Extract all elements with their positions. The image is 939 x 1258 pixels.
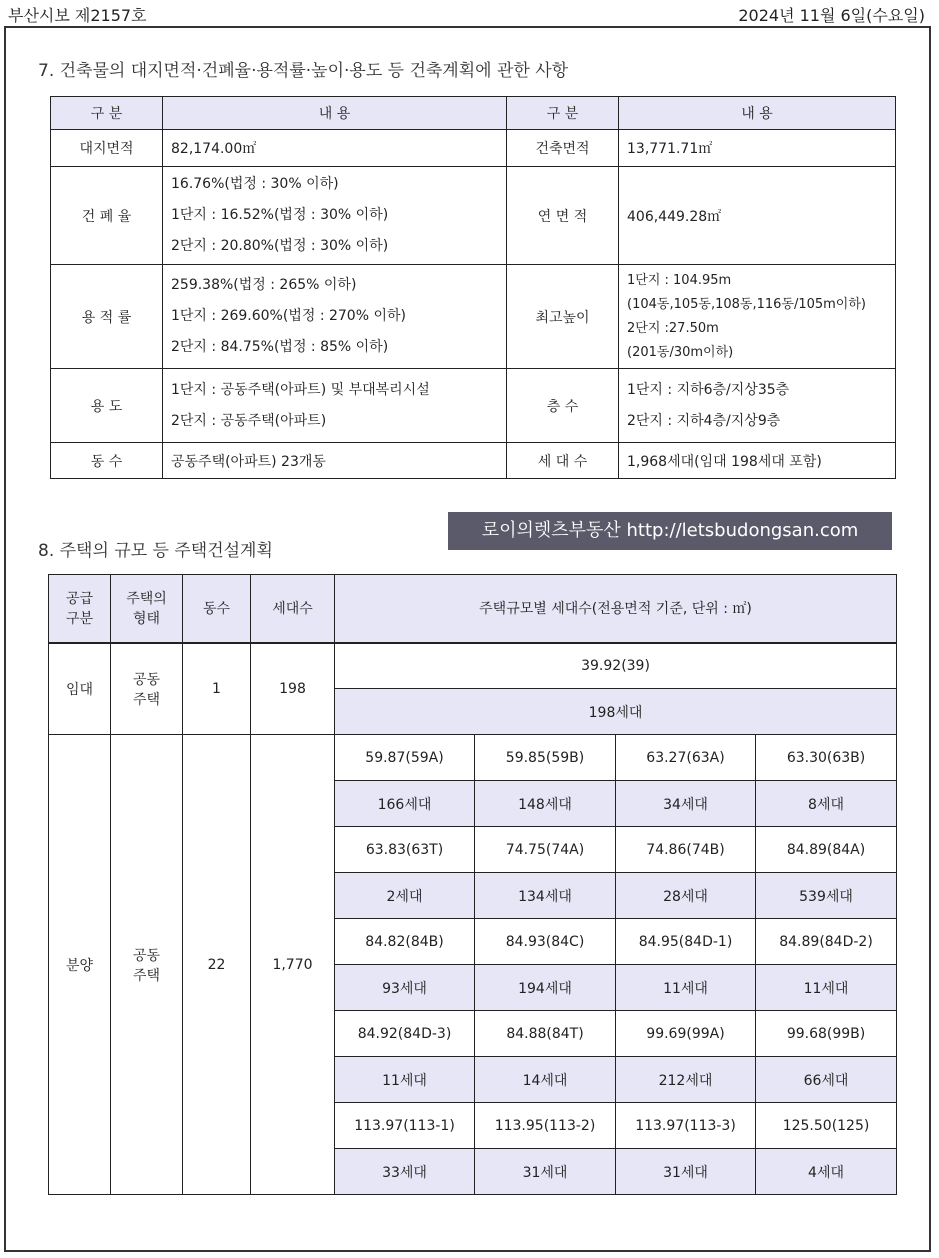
count-cell: 93세대: [335, 965, 475, 1011]
count-cell: 14세대: [475, 1057, 616, 1103]
label-buildings: 동 수: [51, 443, 163, 479]
value-total-floor-area: 406,449.28㎡: [619, 167, 896, 265]
label-far: 용 적 률: [51, 265, 163, 369]
sale-buildings: 22: [183, 735, 251, 1195]
section8-title: 8. 주택의 규모 등 주택건설계획: [38, 541, 273, 561]
size-cell: 74.75(74A): [475, 827, 616, 873]
header-gubun-2: 구 분: [507, 97, 619, 130]
size-cell: 84.89(84D-2): [756, 919, 897, 965]
count-cell: 31세대: [475, 1149, 616, 1195]
watermark-banner: 로이의렛츠부동산 http://letsbudongsan.com: [448, 512, 892, 550]
rental-buildings: 1: [183, 643, 251, 735]
label-floors: 층 수: [507, 369, 619, 443]
rental-supply: 임대: [49, 643, 111, 735]
value-far: 259.38%(법정 : 265% 이하) 1단지 : 269.60%(법정 : 270% 이하) 2단지 : 84.75%(법정 : 85% 이하): [163, 265, 507, 369]
header-gubun: 구 분: [51, 97, 163, 130]
section7-title: 7. 건축물의 대지면적·건폐율·용적률·높이·용도 등 건축계획에 관한 사항: [38, 61, 569, 81]
count-cell: 11세대: [335, 1057, 475, 1103]
size-cell: 84.92(84D-3): [335, 1011, 475, 1057]
count-cell: 8세대: [756, 781, 897, 827]
rental-units: 198: [251, 643, 335, 735]
count-cell: 539세대: [756, 873, 897, 919]
size-cell: 59.87(59A): [335, 735, 475, 781]
label-coverage: 건 폐 율: [51, 167, 163, 265]
size-cell: 84.82(84B): [335, 919, 475, 965]
rental-count: 198세대: [335, 689, 897, 735]
value-coverage: 16.76%(법정 : 30% 이하) 1단지 : 16.52%(법정 : 30% 이하) 2단지 : 20.80%(법정 : 30% 이하): [163, 167, 507, 265]
size-cell: 84.95(84D-1): [616, 919, 756, 965]
header-supply: 공급 구분: [49, 575, 111, 643]
count-cell: 31세대: [616, 1149, 756, 1195]
size-cell: 84.88(84T): [475, 1011, 616, 1057]
value-max-height: 1단지 : 104.95m (104동,105동,108동,116동/105m이하) 2단지 :27.50m (201동/30m이하): [619, 265, 896, 369]
building-plan-table: [50, 96, 896, 479]
label-households: 세 대 수: [507, 443, 619, 479]
label-use: 용 도: [51, 369, 163, 443]
count-cell: 28세대: [616, 873, 756, 919]
size-cell: 113.97(113-3): [616, 1103, 756, 1149]
value-site-area: 82,174.00㎡: [163, 130, 507, 167]
count-cell: 212세대: [616, 1057, 756, 1103]
size-cell: 59.85(59B): [475, 735, 616, 781]
value-floors: 1단지 : 지하6층/지상35층 2단지 : 지하4층/지상9층: [619, 369, 896, 443]
count-cell: 34세대: [616, 781, 756, 827]
rental-size: 39.92(39): [335, 643, 897, 689]
size-cell: 63.30(63B): [756, 735, 897, 781]
header-buildings: 동수: [183, 575, 251, 643]
count-cell: 66세대: [756, 1057, 897, 1103]
count-cell: 166세대: [335, 781, 475, 827]
count-cell: 194세대: [475, 965, 616, 1011]
publication-number: 부산시보 제2157호: [8, 6, 147, 25]
size-cell: 74.86(74B): [616, 827, 756, 873]
header-housing-type: 주택의 형태: [111, 575, 183, 643]
sale-type: 공동 주택: [111, 735, 183, 1195]
count-cell: 134세대: [475, 873, 616, 919]
label-max-height: 최고높이: [507, 265, 619, 369]
label-building-area: 건축면적: [507, 130, 619, 167]
page-header: [0, 0, 939, 26]
size-cell: 84.89(84A): [756, 827, 897, 873]
count-cell: 148세대: [475, 781, 616, 827]
size-cell: 63.83(63T): [335, 827, 475, 873]
label-total-floor-area: 연 면 적: [507, 167, 619, 265]
size-cell: 125.50(125): [756, 1103, 897, 1149]
value-use: 1단지 : 공동주택(아파트) 및 부대복리시설 2단지 : 공동주택(아파트): [163, 369, 507, 443]
rental-type: 공동 주택: [111, 643, 183, 735]
count-cell: 11세대: [616, 965, 756, 1011]
size-cell: 63.27(63A): [616, 735, 756, 781]
size-cell: 113.97(113-1): [335, 1103, 475, 1149]
count-cell: 11세대: [756, 965, 897, 1011]
sale-units: 1,770: [251, 735, 335, 1195]
count-cell: 2세대: [335, 873, 475, 919]
header-units: 세대수: [251, 575, 335, 643]
count-cell: 33세대: [335, 1149, 475, 1195]
housing-plan-table: [48, 574, 897, 1195]
header-naeyong-2: 내 용: [619, 97, 896, 130]
size-cell: 84.93(84C): [475, 919, 616, 965]
size-cell: 113.95(113-2): [475, 1103, 616, 1149]
publication-date: 2024년 11월 6일(수요일): [738, 6, 925, 25]
size-cell: 99.69(99A): [616, 1011, 756, 1057]
header-naeyong: 내 용: [163, 97, 507, 130]
sale-supply: 분양: [49, 735, 111, 1195]
header-size: 주택규모별 세대수(전용면적 기준, 단위 : ㎡): [335, 575, 897, 643]
value-building-area: 13,771.71㎡: [619, 130, 896, 167]
value-buildings: 공동주택(아파트) 23개동: [163, 443, 507, 479]
label-site-area: 대지면적: [51, 130, 163, 167]
value-households: 1,968세대(임대 198세대 포함): [619, 443, 896, 479]
count-cell: 4세대: [756, 1149, 897, 1195]
size-cell: 99.68(99B): [756, 1011, 897, 1057]
